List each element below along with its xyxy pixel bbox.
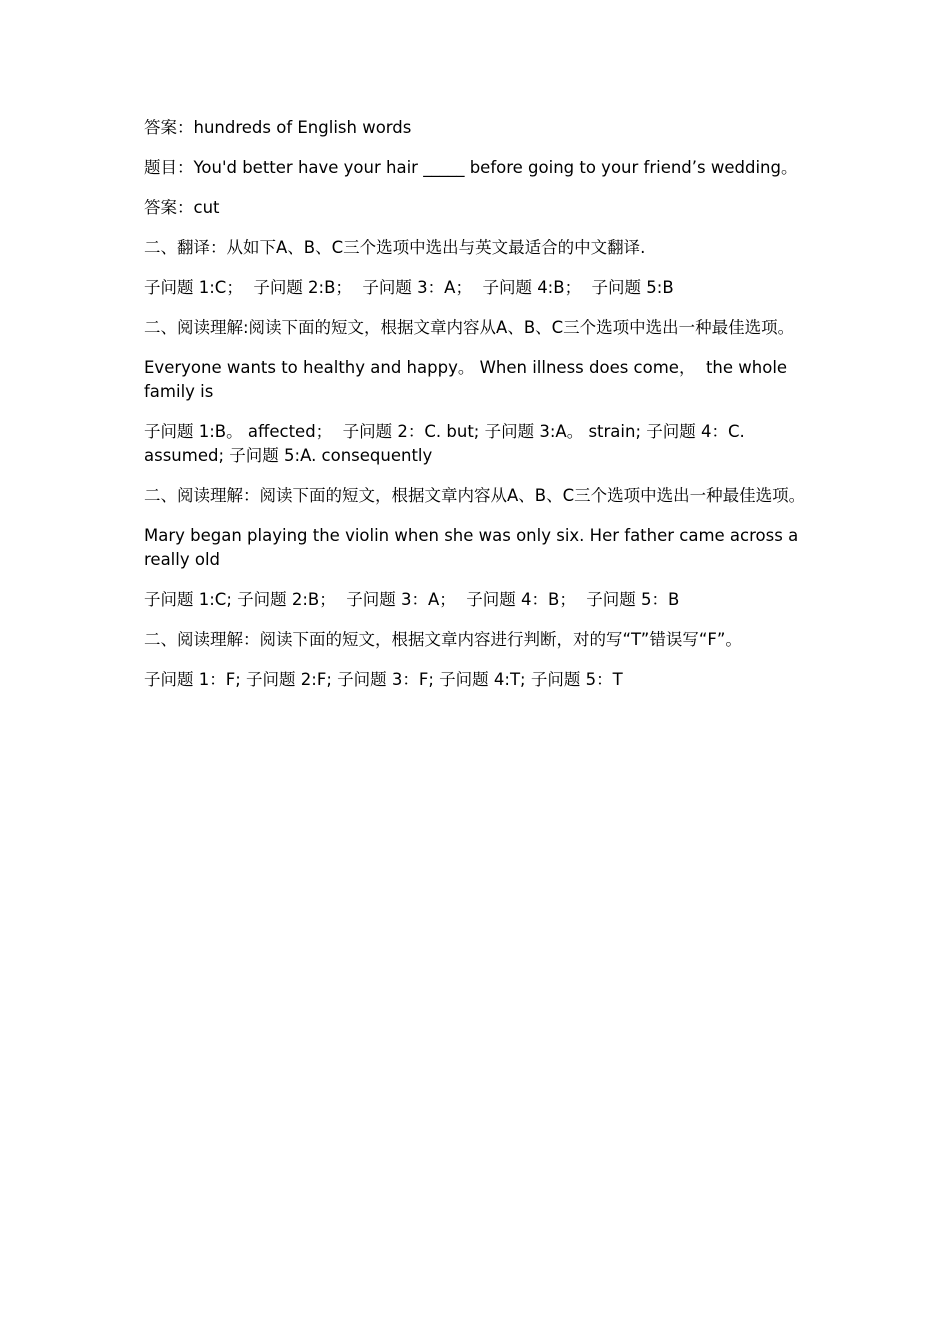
section-heading-translation: 二、翻译：从如下A、B、C三个选项中选出与英文最适合的中文翻译.	[144, 238, 646, 257]
answer-line-2: 答案：cut	[144, 198, 220, 217]
sub-answers-reading-1: 子问题 1:B。 affected； 子问题 2：C. but; 子问题 3:A。 strain; 子问题 4：C. assumed; 子问题 5:A. consequently	[144, 422, 751, 465]
sub-answers-reading-3: 子问题 1：F; 子问题 2:F; 子问题 3：F; 子问题 4:T; 子问题 5：T	[144, 670, 623, 689]
document-body	[144, 116, 806, 708]
sub-answers-translation: 子问题 1:C； 子问题 2:B； 子问题 3：A； 子问题 4:B； 子问题 5:B	[144, 278, 674, 297]
section-heading-reading-3: 二、阅读理解：阅读下面的短文，根据文章内容进行判断，对的写“T”错误写“F”。	[144, 630, 742, 649]
question-line-1: 题目：You'd better have your hair _____ before going to your friend’s wedding。	[144, 158, 798, 177]
passage-excerpt-1: Everyone wants to healthy and happy。 When illness does come， the whole family is	[144, 358, 793, 401]
sub-answers-reading-2: 子问题 1:C; 子问题 2:B； 子问题 3：A； 子问题 4：B； 子问题 5：B	[144, 590, 680, 609]
section-heading-reading-2: 二、阅读理解：阅读下面的短文，根据文章内容从A、B、C三个选项中选出一种最佳选项。	[144, 486, 806, 505]
passage-excerpt-2: Mary began playing the violin when she was only six. Her father came across a really old	[144, 526, 804, 569]
section-heading-reading-1: 二、阅读理解:阅读下面的短文，根据文章内容从A、B、C三个选项中选出一种最佳选项。	[144, 318, 795, 337]
answer-line-1: 答案：hundreds of English words	[144, 118, 412, 137]
